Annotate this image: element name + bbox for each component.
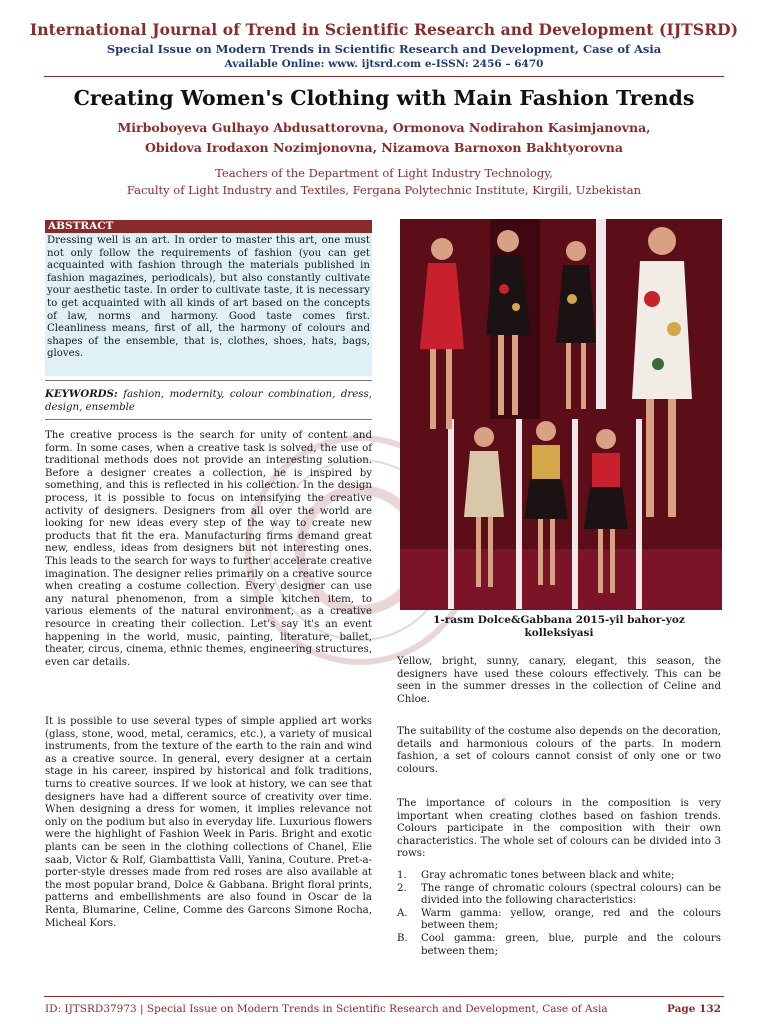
figure-caption: 1-rasm Dolce&Gabbana 2015-yil bahor-yoz kolleksiyasi bbox=[433, 614, 685, 639]
list-marker: 2. bbox=[397, 882, 407, 894]
body-right-paragraph-2: The suitability of the costume also depends on the decoration, details and harmonious colours of the parts. In modern fashion, a set of colours cannot consist of only one or two colours. bbox=[397, 726, 721, 775]
authors-line-2: Obidova Irodaxon Nozimjonovna, Nizamova Barnoxon Bakhtyorovna bbox=[144, 140, 623, 155]
body-right-paragraph-1: Yellow, bright, sunny, canary, elegant, this season, the designers have used these colours effectively. This can be seen in the summer dresses in the collection of Celine and Chloe. bbox=[397, 656, 721, 705]
list-item bbox=[397, 870, 721, 883]
keywords-label: KEYWORDS: bbox=[45, 388, 118, 400]
list-marker: B. bbox=[397, 932, 408, 944]
journal-title: International Journal of Trend in Scientific Research and Development (IJTSRD) bbox=[29, 20, 739, 39]
authors-line-1: Mirboboyeva Gulhayo Abdusattorovna, Ormonova Nodirahon Kasimjanovna, bbox=[117, 120, 651, 135]
body-right-paragraph-3: The importance of colours in the composition is very important when creating clothes based on fashion trends. Colours participate in the composition with their own characteristics. The whole set of colours can be divided into 3 rows: bbox=[397, 798, 721, 860]
abstract-text: Dressing well is an art. In order to master this art, one must not only follow the requirements of fashion (you can get acquainted with fashion through the materials published in fashion magazines, periodicals), but also constantly cultivate your aesthetic taste. In order to cultivate taste, it is necessary to get acquainted with all kinds of art based on the concepts of law, norms and harmony. Good taste comes first. Cleanliness means, first of all, the harmony of colours and shapes of the ensemble, that is, clothes, shoes, hats, bags, gloves. bbox=[47, 235, 370, 360]
list-text: Warm gamma: yellow, orange, red and the colours between them; bbox=[421, 907, 721, 932]
colour-rows-list bbox=[397, 870, 721, 958]
affiliation-line-1: Teachers of the Department of Light Industry Technology, bbox=[215, 166, 553, 180]
header-rule bbox=[44, 76, 724, 77]
footer-rule bbox=[44, 996, 724, 997]
body-left-paragraph-2: It is possible to use several types of simple applied art works (glass, stone, wood, metal, ceramics, etc.), a variety of musical instruments, from the texture of the earth to the rain and wind as a creative source. In general, every designer at a certain stage in his career, inspired by historical and folk traditions, turns to creative sources. If we look at history, we can see that designers have had a different source of creativity over time. When designing a dress for women, it implies relevance not only on the podium but also in everyday life. Luxurious flowers were the highlight of Fashion Week in Paris. Bright and exotic plants can be seen in the clothing collections of Chanel, Elie saab, Victor & Rolf, Giambattista Valli, Yanina, Couture. Pret-a-porter-style dresses made from red roses are also available at the most popular brand, Dolce & Gabbana. Bright floral prints, patterns and embellishments are also found in Oscar de la Renta, Blumarine, Celine, Comme des Garcons Simone Rocha, Micheal Kors. bbox=[45, 716, 372, 929]
paper-title: Creating Women's Clothing with Main Fashion Trends bbox=[73, 86, 695, 110]
special-issue-line: Special Issue on Modern Trends in Scientific Research and Development, Case of Asia bbox=[106, 42, 662, 56]
keywords bbox=[45, 388, 372, 414]
body-left-paragraph-1: The creative process is the search for unity of content and form. In some cases, when a creative task is solved, the use of traditional methods does not provide an interesting solution. Before a designer creates a collection, he is inspired by something, and this is reflected in his collection. In the design process, it is possible to focus on intensifying the creative activity of designers. Designers from all over the world are looking for new ideas every step of the way to create new products that fit the era. Manufacturing firms demand great new, endless, ideas from designers but not interesting ones. This leads to the search for ways to further accelerate creative imagination. The designer relies primarily on a creative source when creating a costume collection. Every designer can use any natural phenomenon, from a simple kitchen item, to various elements of the natural environment, as a creative resource in creating their collection. Let's say it's an event happening in the world, music, painting, literature, ballet, theater, circus, cinema, ethnic themes, engineering structures, even car details. bbox=[45, 430, 372, 668]
abstract-heading: ABSTRACT bbox=[45, 220, 372, 233]
runway-photo-collage bbox=[400, 219, 722, 610]
list-marker: 1. bbox=[397, 870, 407, 881]
keywords-divider bbox=[45, 419, 372, 420]
list-text: The range of chromatic colours (spectral colours) can be divided into the following characteristics: bbox=[421, 882, 721, 907]
online-issn-line: Available Online: www. ijtsrd.com e-ISSN: 2456 – 6470 bbox=[224, 58, 544, 70]
footer-id: ID: IJTSRD37973 | Special Issue on Modern Trends in Scientific Research and Development, Case of Asia bbox=[45, 1003, 608, 1015]
list-text: Cool gamma: green, blue, purple and the colours between them; bbox=[421, 932, 721, 957]
affiliation-line-2: Faculty of Light Industry and Textiles, Fergana Polytechnic Institute, Kirgili, Uzbekistan bbox=[126, 183, 642, 197]
page-number: Page 132 bbox=[666, 1003, 721, 1015]
list-item bbox=[397, 883, 721, 908]
keywords-text: fashion, modernity, colour combination, dress, design, ensemble bbox=[45, 389, 372, 413]
abstract-divider bbox=[45, 380, 372, 381]
list-text: Gray achromatic tones between black and white; bbox=[421, 870, 675, 881]
list-item bbox=[397, 933, 721, 958]
list-item bbox=[397, 908, 721, 933]
list-marker: A. bbox=[397, 907, 408, 919]
